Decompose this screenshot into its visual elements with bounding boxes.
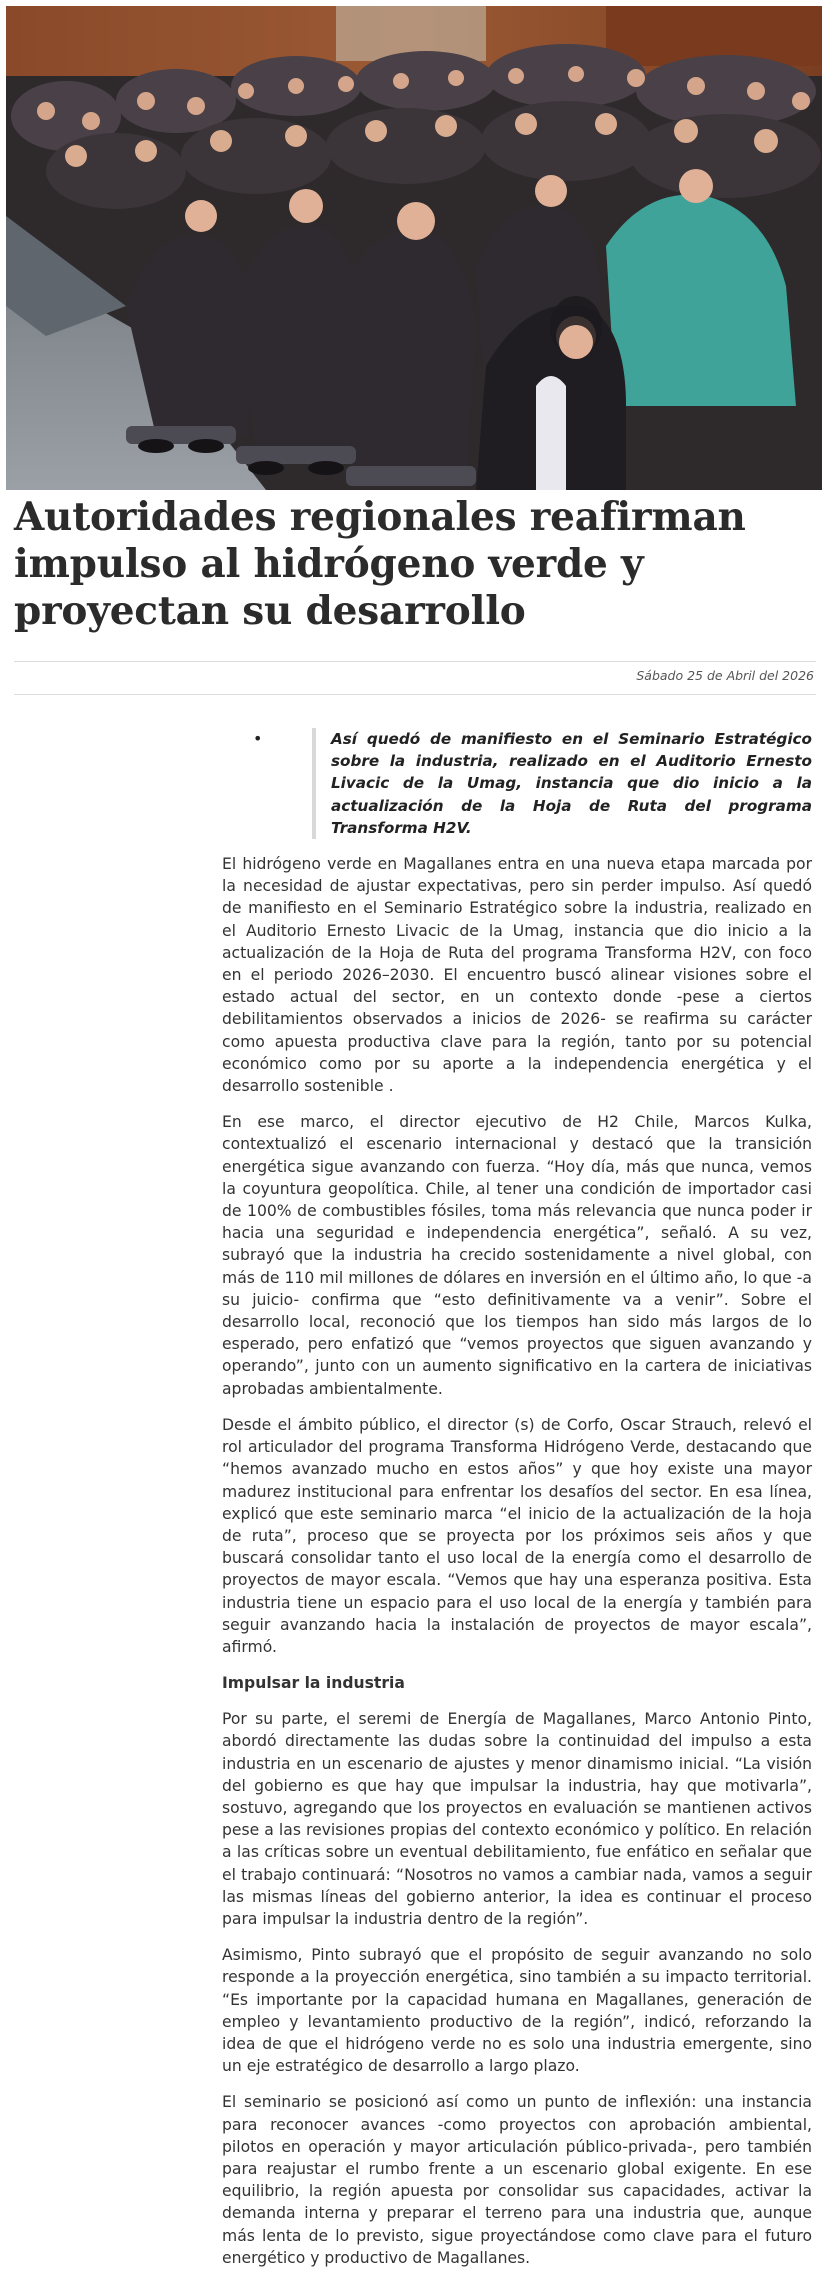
article-title: Autoridades regionales reafirman impulso al hidrógeno verde y proyectan su desarrollo [14,494,746,634]
body-paragraph: En ese marco, el director ejecutivo de H2 Chile, Marcos Kulka, contextualizó el escenario internacional y destacó que la transición energética sigue avanzando con fuerza. “Hoy día, más que nunca, vemos la coyuntura geopolítica. Chile, al tener una condición de importador casi de 100% de combustibles fósiles, toma más relevancia que nunca poder ir hacia una seguridad e independencia energética”, señaló. A su vez, subrayó que la industria ha crecido sostenidamente a nivel global, con más de 110 mil millones de dólares en inversión en el último año, lo que -a su juicio- confirma que “esto definitivamente va a venir”. Sobre el desarrollo local, reconoció que los tiempos han sido más largos de lo esperado, pero enfatizó que “vemos proyectos que siguen avanzando y operando”, junto con un aumento significativo en la cartera de iniciativas aprobadas ambientalmente. [222,1113,812,1398]
body-paragraph: El hidrógeno verde en Magallanes entra en una nueva etapa marcada por la necesidad de ajustar expectativas, pero sin perder impulso. Así quedó de manifiesto en el Seminario Estratégico sobre la industria, realizado en el Auditorio Ernesto Livacic de la Umag, instancia que dio inicio a la actualización de la Hoja de Ruta del programa Transforma H2V, con foco en el periodo 2026–2030. El encuentro buscó alinear visiones sobre el estado actual del sector, en un contexto donde -pese a ciertos debilitamientos observados a inicios de 2026- se reafirma su carácter como apuesta productiva clave para la región, tanto por su potencial económico como por su aporte a la independencia energética y el desarrollo sostenible . [222,855,812,1096]
body-paragraph: Desde el ámbito público, el director (s) de Corfo, Oscar Strauch, relevó el rol articulador del programa Transforma Hidrógeno Verde, destacando que “hemos avanzado mucho en estos años” y que hoy existe una mayor madurez institucional para enfrentar los desafíos del sector. En esa línea, explicó que este seminario marca “el inicio de la actualización de la hoja de ruta”, proceso que se proyecta por los próximos seis años y que buscará consolidar tanto el uso local de la energía como el desarrollo de proyectos de mayor escala. “Vemos que hay una esperanza positiva. Esta industria tiene un espacio para el uso local de la energía y también para seguir avanzando hacia la instalación de proyectos de mayor escala”, afirmó. [222,1415,812,1656]
lead-text: Así quedó de manifiesto en el Seminario Estratégico sobre la industria, realizado en el Auditorio Ernesto Livacic de la Umag, instancia que dio inicio a la actualización de la Hoja de Ruta del programa Transforma H2V. [331,730,812,837]
article-body [222,728,812,2283]
publish-date: Sábado 25 de Abril del 2026 [636,668,814,683]
body-paragraph: Asimismo, Pinto subrayó que el propósito de seguir avanzando no solo responde a la proyección energética, sino también a su impacto territorial. “Es importante por la capacidad humana en Magallanes, generación de empleo y levantamiento productivo de la región”, indicó, reforzando la idea de que el hidrógeno verde no es solo una industria emergente, sino un eje estratégico de desarrollo a largo plazo. [222,1946,812,2076]
body-paragraph: Por su parte, el seremi de Energía de Magallanes, Marco Antonio Pinto, abordó directamente las dudas sobre la continuidad del impulso a esta industria en un escenario de ajustes y menor dinamismo inicial. “La visión del gobierno es que hay que impulsar la industria, hay que motivarla”, sostuvo, agregando que los proyectos en evaluación se mantienen activos pese a las revisiones propias del contexto económico y político. En relación a las críticas sobre un eventual debilitamiento, fue enfático en señalar que el trabajo continuará: “Nosotros no vamos a cambiar nada, vamos a seguir las mismas líneas del gobierno anterior, la idea es continuar el proceso para impulsar la industria dentro de la región”. [222,1710,812,1928]
section-subheading: Impulsar la industria [222,1674,405,1693]
header-divider-top [14,661,816,662]
lead-blockquote [253,728,812,839]
hero-photo [6,6,822,490]
header-divider-bottom [14,694,816,695]
bullet-icon: • [253,729,263,748]
body-paragraph: El seminario se posicionó así como un punto de inflexión: una instancia para reconocer avances -como proyectos con aprobación ambiental, pilotos en operación y mayor articulación público-privada-, pero también para reajustar el rumbo frente a un escenario global exigente. En ese equilibrio, la región apuesta por consolidar sus capacidades, activar la demanda interna y preparar el terreno para una industria que, aunque más lenta de lo previsto, sigue proyectándose como clave para el futuro energético y productivo de Magallanes. [222,2093,812,2267]
